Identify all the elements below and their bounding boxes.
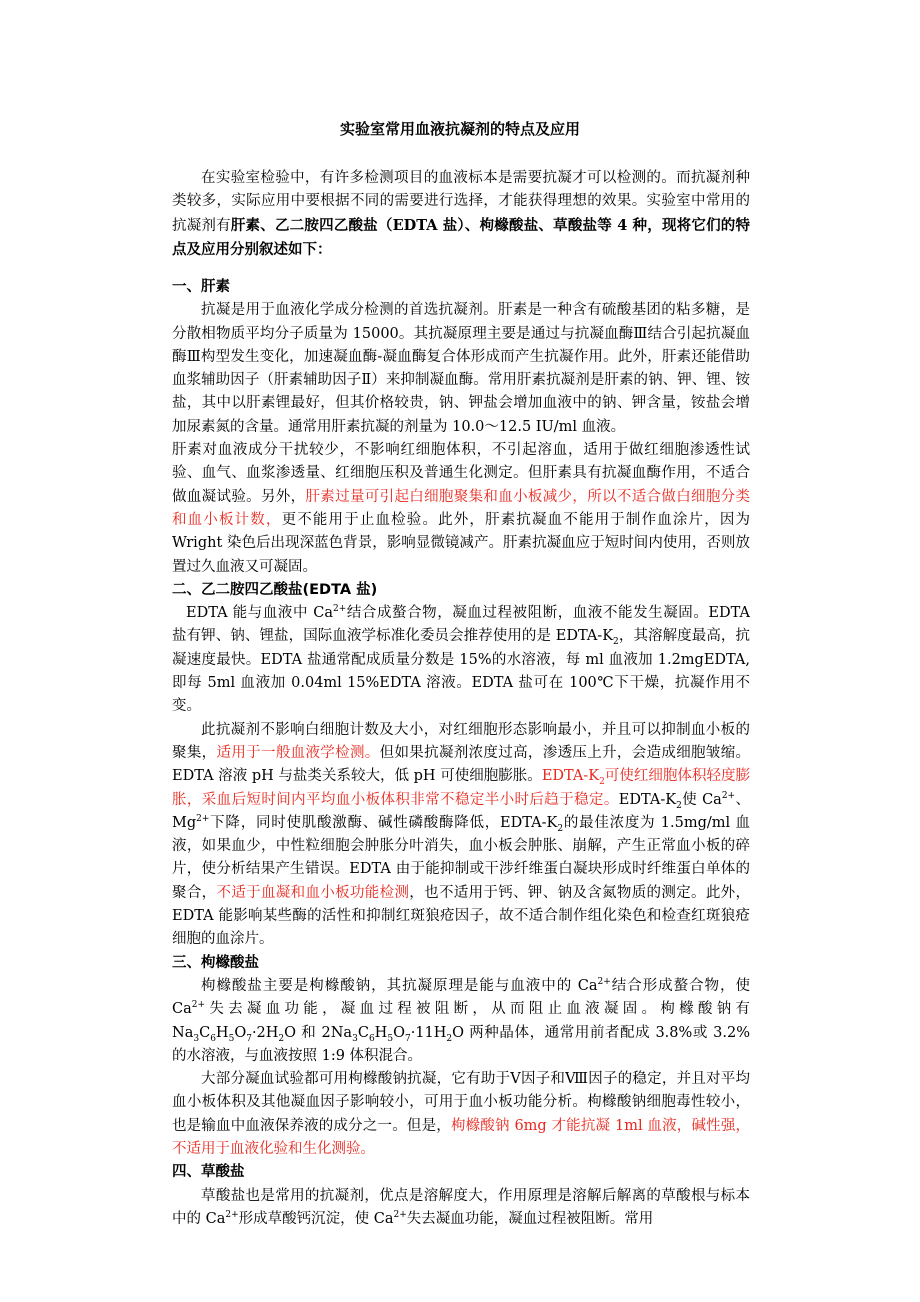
edta-paragraph-2 [172, 719, 750, 952]
superscript: 2+ [597, 977, 611, 988]
text-run: ，也不适用于钙、钾、钠及含氮物质的测定。此外，EDTA 能影响某些酶的活性和抑制红斑狼疮因子，故不适合制作组化染色和检查红斑狼疮细胞的血涂片。 [172, 884, 751, 948]
subscript: 5 [387, 1033, 394, 1044]
section-heading-citrate: 三、枸橼酸盐 [172, 954, 259, 971]
chemical-formula [172, 1024, 453, 1044]
text-run: O [393, 1024, 405, 1041]
section-heading-oxalate: 四、草酸盐 [172, 1164, 245, 1181]
edta-paragraph-1 [172, 602, 750, 718]
text-run: EDTA 能与血液中 Ca [186, 605, 333, 622]
subscript: 7 [404, 1033, 411, 1044]
text-run: 枸橼酸盐主要是枸橼酸钠，其抗凝原理是能与血液中的 Ca [201, 977, 598, 994]
subscript: 2 [613, 637, 619, 648]
text-run: 此抗凝剂不影响白细胞计数及大小，对红细胞形态影响最小，并且可以抑制血小板的聚集， [172, 721, 750, 761]
highlight-text: 肝素过量可引起白细胞聚集和血小板减少，所以不适合做白细胞分类和血小板计数， [172, 488, 751, 528]
text-run: O 和 2Na [284, 1024, 353, 1041]
highlight-text: 适用于一般血液学检测。 [216, 744, 380, 761]
highlight-text: 不适于血凝和血小板功能检测 [216, 884, 410, 901]
text-run: ·2H [251, 1024, 279, 1041]
subscript: 5 [228, 1033, 235, 1044]
text-run: EDTA-K [618, 791, 677, 808]
superscript: 2+ [191, 1000, 206, 1011]
text-run: Na [172, 1024, 194, 1041]
subscript: 2 [599, 777, 605, 788]
intro-bold-text: 肝素、乙二胺四乙酸盐（EDTA 盐）、枸橼酸盐、草酸盐等 4 种，现将它们的特点及应用分别叙述如下： [172, 216, 750, 258]
text-run: O [234, 1024, 247, 1041]
text-run: 失去凝血功能，凝血过程被阻断，从而阻止血液凝固。枸橼酸钠有 [205, 1001, 750, 1018]
text-run: ·11H [410, 1024, 447, 1041]
text-run: H [374, 1024, 388, 1041]
text-run: O 两种晶体，通常用前者配成 3.8%或 3.2%的水溶液，与血液按照 1:9 体积混合。 [172, 1024, 751, 1064]
text-run: C [199, 1024, 211, 1041]
section-heading-edta: 二、乙二胺四乙酸盐(EDTA 盐) [172, 581, 378, 598]
citrate-paragraph-1 [172, 975, 750, 1068]
text-run: 形成草酸钙沉淀，使 Ca [238, 1210, 394, 1227]
highlight-text: 枸橼酸钠 6mg 才能抗凝 1ml 血液，碱性强，不适用于血液化验和生化测验。 [172, 1117, 750, 1157]
text-run: 、Mg [172, 791, 751, 831]
text-run: 可使红细胞体积轻度膨胀，采血后短时间内平均血小板体积非常不稳定半小时后趋于稳定。 [172, 768, 750, 808]
subscript: 6 [210, 1033, 216, 1044]
subscript: 2 [676, 800, 682, 811]
text-run: H [215, 1024, 229, 1041]
subscript: 2 [278, 1033, 285, 1044]
subscript: 3 [193, 1033, 200, 1044]
text-run: 草酸盐也是常用的抗凝剂，优点是溶解度大，作用原理是溶解后解离的草酸根与标本中的 Ca [172, 1187, 750, 1227]
document-body [172, 276, 750, 1231]
text-run: 大部分凝血试验都可用枸橼酸钠抗凝，它有助于Ⅴ因子和Ⅷ因子的稳定，并且对平均血小板体积及其他凝血因子影响较小，可用于血小板功能分析。枸橼酸钠细胞毒性较小，也是输血中血液保养液的成分之一。但是， [172, 1071, 750, 1134]
text-run: 下降，同时使肌酸激酶、碱性磷酸酶降低，EDTA-K [209, 814, 558, 831]
text-run: 使 Ca [681, 791, 722, 808]
superscript: 2+ [225, 1210, 239, 1221]
superscript: 2+ [332, 604, 347, 615]
subscript: 2 [446, 1033, 453, 1044]
text-run: ，其溶解度最高，抗凝速度最快。EDTA 盐通常配成质量分数是 15%的水溶液，每 ml 血液加 1.2mgEDTA,即每 5ml 血液加 0.04ml 15%EDTA 溶液。EDTA 盐可在 100℃下干燥，抗凝作用不变。 [172, 628, 750, 715]
intro-paragraph [172, 167, 750, 262]
text-run: 结合形成螯合物，使 Ca [172, 977, 750, 1018]
heparin-paragraph-1: 抗凝是用于血液化学成分检测的首选抗凝剂。肝素是一种含有硫酸基团的粘多糖，是分散相物质平均分子质量为 15000。其抗凝原理主要是通过与抗凝血酶Ⅲ结合引起抗凝血酶Ⅲ构型发生变化，加速凝血酶-凝血酶复合体形成而产生抗凝作用。此外，肝素还能借助血浆辅助因子（肝素辅助因子Ⅱ）来抑制凝血酶。常用肝素抗凝剂是肝素的钠、钾、锂、铵盐，其中以肝素锂最好，但其价格较贵，钠、钾盐会增加血液中的钠、钾含量，铵盐会增加尿素氮的含量。通常用肝素抗凝的剂量为 10.0～12.5 IU/ml 血液。 [172, 302, 750, 435]
subscript: 2 [557, 823, 564, 834]
text-run: EDTA-K [541, 768, 600, 785]
superscript: 2+ [196, 814, 210, 824]
citrate-paragraph-2 [172, 1068, 750, 1161]
document-title: 实验室常用血液抗凝剂的特点及应用 [339, 120, 580, 138]
text-run: 结合成螯合物，凝血过程被阻断，血液不能发生凝固。EDTA 盐有钾、钠、锂盐，国际血液学标准化委员会推荐使用的是 EDTA-K [172, 605, 750, 645]
subscript: 6 [368, 1033, 375, 1044]
oxalate-paragraph-1 [172, 1185, 750, 1232]
subscript: 3 [352, 1033, 358, 1044]
text-run: 更不能用于止血检验。此外，肝素抗凝血不能用于制作血涂片，因为 Wright 染色后出现深蓝色背景，影响显微镜减产。肝素抗凝血应于短时间内使用，否则放置过久血液又可凝固。 [172, 511, 751, 575]
text-run: 肝素对血液成分干扰较少，不影响红细胞体积，不引起溶血，适用于做红细胞渗透性试验、血气、血浆渗透量、红细胞压积及普通生化测定。但肝素具有抗凝血酶作用，不适合做血凝试验。另外， [172, 442, 750, 505]
text-run: 的最佳浓度为 1.5mg/ml 血液，如果血少，中性粒细胞会肿胀分叶消失，血小板会肿胀、崩解，产生正常血小板的碎片，使分析结果产生错误。EDTA 由于能抑制或干涉纤维蛋白凝块形成时纤维蛋白单体的聚合， [172, 814, 750, 901]
section-heading-heparin: 一、肝素 [172, 279, 230, 295]
text-run: 失去凝血功能，凝血过程被阻断。常用 [406, 1210, 654, 1227]
superscript: 2+ [393, 1210, 407, 1221]
heparin-paragraph-2 [172, 439, 750, 579]
superscript: 2+ [721, 790, 736, 801]
intro-text: 在实验室检验中，有许多检测项目的血液标本是需要抗凝才可以检测的。而抗凝剂种类较多，实际应用中要根据不同的需要进行选择，才能获得理想的效果。实验室中常用的抗凝剂有 [172, 170, 750, 234]
text-run: 但如果抗凝剂浓度过高，渗透压上升，会造成细胞皱缩。EDTA 溶液 pH 与盐类关系较大，低 pH 可使细胞膨胀。 [172, 744, 751, 785]
text-run: C [357, 1024, 369, 1041]
subscript: 7 [246, 1033, 252, 1044]
